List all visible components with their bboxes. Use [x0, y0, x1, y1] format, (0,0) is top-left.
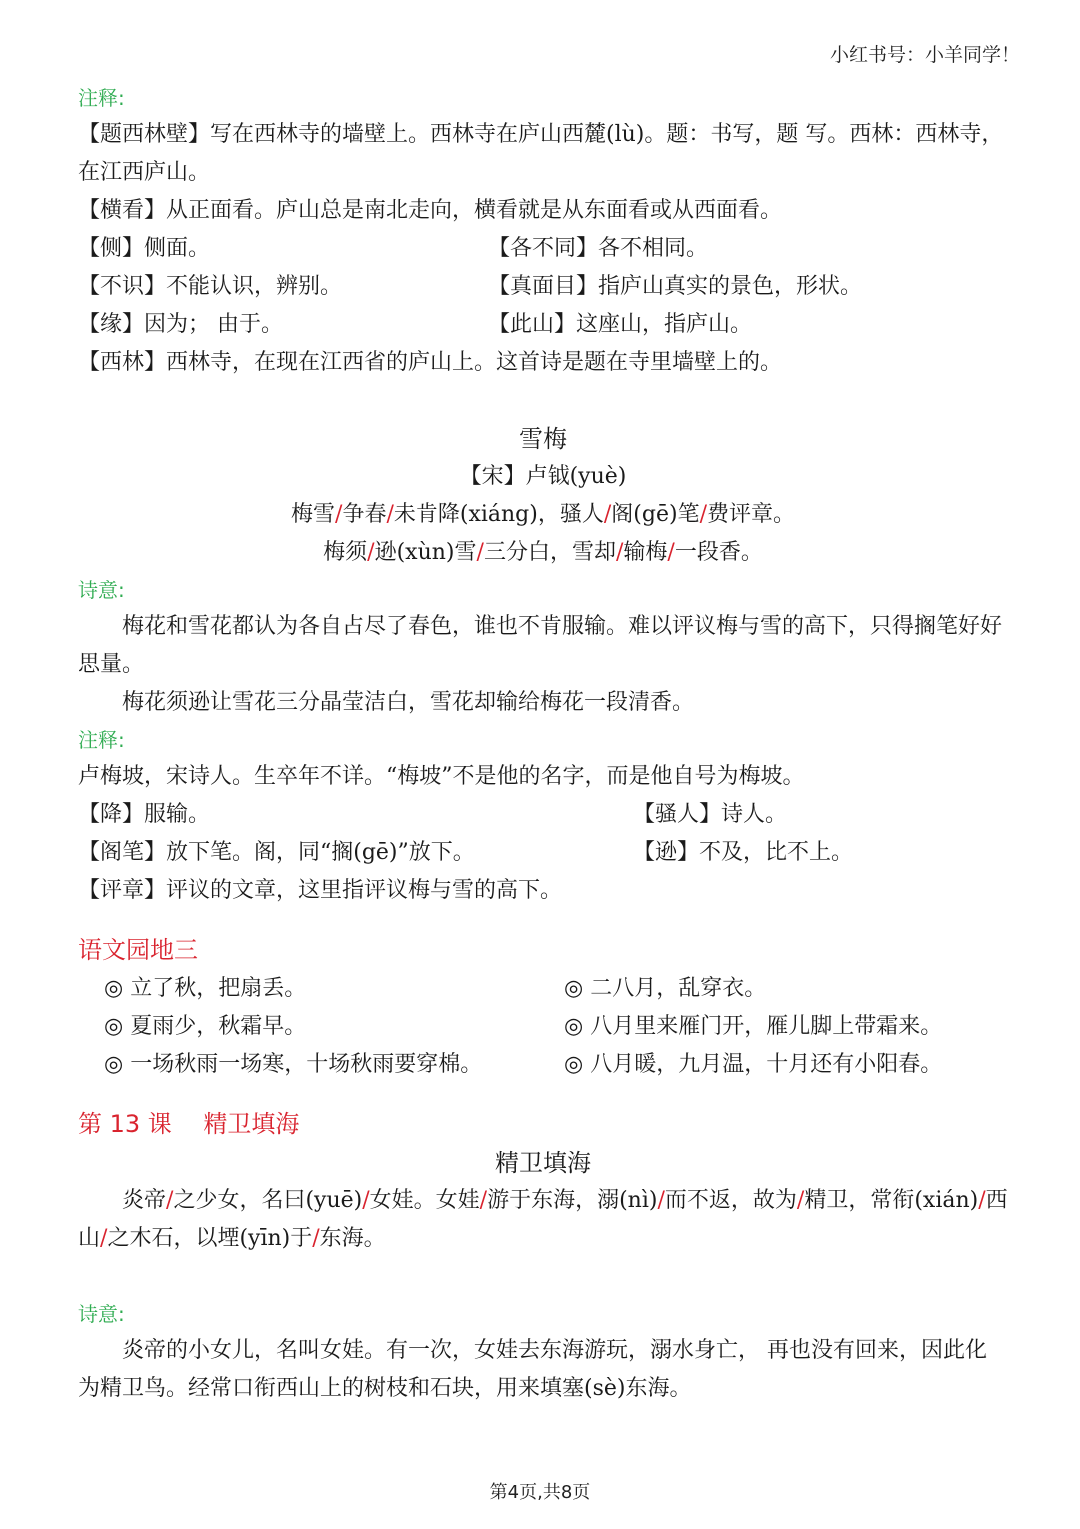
- poem-segment: 一段香。: [674, 540, 763, 565]
- lesson-text: [78, 1182, 1008, 1258]
- note-item: 【骚人】诗人。: [633, 802, 788, 827]
- note-item: 【真面目】指庐山真实的景色，形状。: [488, 274, 863, 299]
- pause-mark: /: [667, 540, 675, 565]
- note-item: 【各不同】各不相同。: [488, 236, 709, 261]
- note-row: [78, 796, 1008, 834]
- note-row: [78, 268, 1008, 306]
- pause-mark: /: [312, 1226, 320, 1251]
- poem-segment: 三分白，雪却: [483, 540, 616, 565]
- poem-author: 【宋】卢钺(yuè): [459, 464, 627, 489]
- saying-row: [78, 1008, 1008, 1046]
- poem-segment: 梅雪: [291, 502, 336, 527]
- note-item: 【阁笔】放下笔。阁，同“搁(gē)”放下。: [78, 840, 475, 865]
- meaning-label: 诗意:: [78, 1302, 125, 1326]
- section-heading: 语文园地三: [78, 936, 198, 964]
- pause-mark: /: [603, 502, 612, 527]
- pause-mark: /: [699, 502, 707, 527]
- poem-segment: 未肯降(xiáng)，骚人: [393, 502, 604, 527]
- poem-segment: 逊(xùn)雪: [374, 540, 477, 565]
- note-item: 【不识】不能认识，辨别。: [78, 274, 343, 299]
- poem-segment: 阁(gē)笔: [611, 502, 700, 527]
- saying-row: [78, 970, 1008, 1008]
- pause-mark: /: [367, 540, 375, 565]
- note-item: 【降】服输。: [78, 802, 211, 827]
- watermark: 小红书号：小羊同学！: [829, 44, 1020, 66]
- note-label: 注释:: [78, 728, 125, 752]
- poem-line: [78, 496, 1008, 534]
- note-row: [78, 834, 1008, 872]
- pause-mark: /: [479, 1188, 488, 1213]
- meaning-paragraph: 梅花和雪花都认为各自占尽了春色，谁也不肯服输。难以评议梅与雪的高下，只得搁笔好好思量。: [78, 614, 1003, 677]
- text-segment: 精卫，常衔(xián): [804, 1188, 979, 1213]
- meaning-paragraph: 炎帝的小女儿，名叫女娃。有一次，女娃去东海游玩，溺水身亡， 再也没有回来，因此化为精卫鸟。经常口衔西山上的树枝和石块，用来填塞(sè)东海。: [78, 1338, 987, 1401]
- poem-segment: 梅须: [323, 540, 368, 565]
- poem-title: 雪梅: [519, 425, 567, 453]
- poem-segment: 输梅: [623, 540, 668, 565]
- text-segment: 东海。: [319, 1226, 386, 1251]
- text-segment: 游于东海，溺(nì): [487, 1188, 658, 1213]
- poem-segment: 争春: [342, 502, 387, 527]
- pause-mark: /: [166, 1188, 174, 1213]
- lesson-heading: 第 13 课 精卫填海: [78, 1110, 300, 1138]
- meaning-paragraph: 梅花须逊让雪花三分晶莹洁白，雪花却输给梅花一段清香。: [122, 690, 695, 715]
- pause-mark: /: [386, 502, 394, 527]
- text-segment: 炎帝: [122, 1188, 167, 1213]
- saying-item: ◎ 立了秋，把扇丢。: [104, 976, 307, 1001]
- poem-segment: 费评章。: [706, 502, 795, 527]
- pause-mark: /: [362, 1188, 370, 1213]
- page-content: [78, 80, 1008, 1408]
- meaning-label: 诗意:: [78, 578, 125, 602]
- saying-item: ◎ 夏雨少，秋霜早。: [104, 1014, 307, 1039]
- pause-mark: /: [100, 1226, 108, 1251]
- note-row: [78, 230, 1008, 268]
- note-row: [78, 306, 1008, 344]
- pause-mark: /: [615, 540, 624, 565]
- text-segment: 女娃。女娃: [369, 1188, 480, 1213]
- note-item: 【题西林壁】写在西林寺的墙壁上。西林寺在庐山西麓(lù)。题：书写，题 写。西林：西林寺，在江西庐山。: [78, 122, 1004, 185]
- note-item: 【此山】这座山，指庐山。: [488, 312, 753, 337]
- text-segment: 之少女，名曰(yuē): [173, 1188, 363, 1213]
- pause-mark: /: [978, 1188, 986, 1213]
- saying-item: ◎ 一场秋雨一场寒，十场秋雨要穿棉。: [104, 1052, 483, 1077]
- page-number: 第4页,共8页: [489, 1482, 591, 1503]
- saying-item: ◎ 二八月，乱穿衣。: [564, 976, 767, 1001]
- pause-mark: /: [796, 1188, 805, 1213]
- note-item: 【缘】因为； 由于。: [78, 312, 283, 337]
- pause-mark: /: [476, 540, 484, 565]
- note-label: 注释:: [78, 86, 125, 110]
- saying-row: [78, 1046, 1008, 1084]
- note-item: 【侧】侧面。: [78, 236, 211, 261]
- lesson-title: 精卫填海: [495, 1149, 591, 1177]
- saying-item: ◎ 八月里来雁门开，雁儿脚上带霜来。: [564, 1014, 943, 1039]
- note-item: 卢梅坡，宋诗人。生卒年不详。“梅坡”不是他的名字，而是他自号为梅坡。: [78, 764, 805, 789]
- text-segment: 之木石，以堙(yīn)于: [107, 1226, 313, 1251]
- pause-mark: /: [657, 1188, 665, 1213]
- saying-item: ◎ 八月暖，九月温，十月还有小阳春。: [564, 1052, 943, 1077]
- text-segment: 而不返，故为: [664, 1188, 797, 1213]
- text-segment: 西山: [78, 1188, 1008, 1251]
- note-item: 【西林】西林寺，在现在江西省的庐山上。这首诗是题在寺里墙壁上的。: [78, 350, 783, 375]
- note-item: 【评章】评议的文章，这里指评议梅与雪的高下。: [78, 878, 563, 903]
- poem-line: [78, 534, 1008, 572]
- pause-mark: /: [335, 502, 343, 527]
- note-item: 【逊】不及，比不上。: [633, 840, 854, 865]
- note-item: 【横看】从正面看。庐山总是南北走向，横看就是从东面看或从西面看。: [78, 198, 783, 223]
